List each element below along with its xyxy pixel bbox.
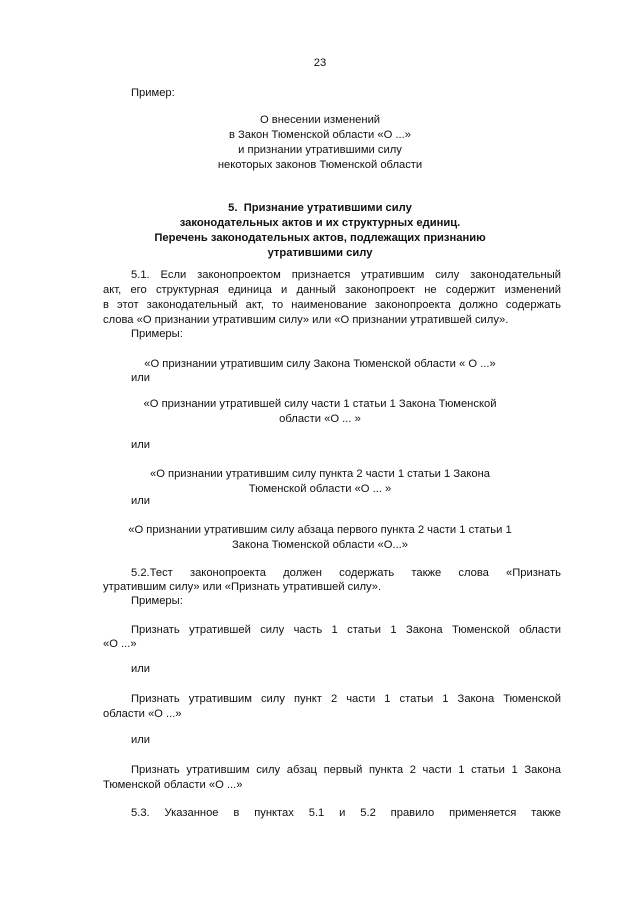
example-5-line: «О ...» [103, 638, 137, 650]
paragraph-line: утратившим силу» или «Признать утратившей силу». [103, 581, 382, 593]
example-6-line: Признать утратившим силу пункт 2 части 1 статьи 1 Закона Тюменской [131, 693, 561, 705]
paragraph-line: акт, его структурная единица и данный законопроект не содержит изменений [103, 284, 561, 296]
example-3-line: «О признании утратившим силу пункта 2 части 1 статьи 1 Закона [149, 468, 490, 480]
example-6-line: области «О ...» [103, 708, 182, 720]
or-connector: или [131, 495, 151, 507]
or-connector: или [131, 663, 151, 675]
example-5-line: Признать утратившей силу часть 1 статьи 1 Закона Тюменской области [131, 624, 561, 636]
paragraph-5-3: 5.3. Указанное в пунктах 5.1 и 5.2 правило применяется также [131, 807, 561, 819]
section-heading-line [0, 201, 640, 215]
example-title-line: и признании утратившими силу [238, 144, 402, 156]
examples-label: Примеры: [131, 328, 183, 340]
section-heading-line: законодательных актов и их структурных единиц. [179, 217, 461, 229]
example-4-line: «О признании утратившим силу абзаца первого пункта 2 части 1 статьи 1 [128, 524, 512, 536]
page-number: 23 [313, 57, 327, 69]
example-title-line: О внесении изменений [259, 114, 381, 126]
paragraph-line: слова «О признании утратившим силу» или «О признании утратившей силу». [103, 314, 509, 326]
section-heading-line: Перечень законодательных актов, подлежащих признанию [154, 232, 486, 244]
section-heading-line: утратившими силу [267, 247, 373, 259]
paragraph-line: 5.1. Если законопроектом признается утратившим силу законодательный [131, 269, 561, 281]
example-label: Пример: [131, 87, 175, 99]
example-2-line: области «О ... » [279, 413, 361, 425]
or-connector: или [131, 734, 151, 746]
example-1: «О признании утратившим силу Закона Тюменской области « О ...» [144, 358, 496, 370]
example-7-line: Признать утратившим силу абзац первый пункта 2 части 1 статьи 1 Закона [131, 764, 561, 776]
paragraph-line: в этот законодательный акт, то наименование законопроекта должно содержать [103, 299, 561, 311]
example-title-line: некоторых законов Тюменской области [217, 159, 423, 171]
example-4-line: Закона Тюменской области «О...» [231, 539, 409, 551]
or-connector: или [131, 439, 151, 451]
paragraph-line: 5.2.Тест законопроекта должен содержать также слова «Признать [131, 567, 561, 579]
section-title: Признание утратившими силу [243, 202, 412, 214]
example-7-line: Тюменской области «О ...» [103, 779, 243, 791]
or-connector: или [131, 372, 151, 384]
section-number: 5. [228, 202, 238, 214]
example-title-line: в Закон Тюменской области «О ...» [229, 129, 411, 141]
examples-label: Примеры: [131, 595, 183, 607]
example-3-line: Тюменской области «О ... » [248, 483, 392, 495]
example-2-line: «О признании утратившей силу части 1 статьи 1 Закона Тюменской [143, 398, 497, 410]
